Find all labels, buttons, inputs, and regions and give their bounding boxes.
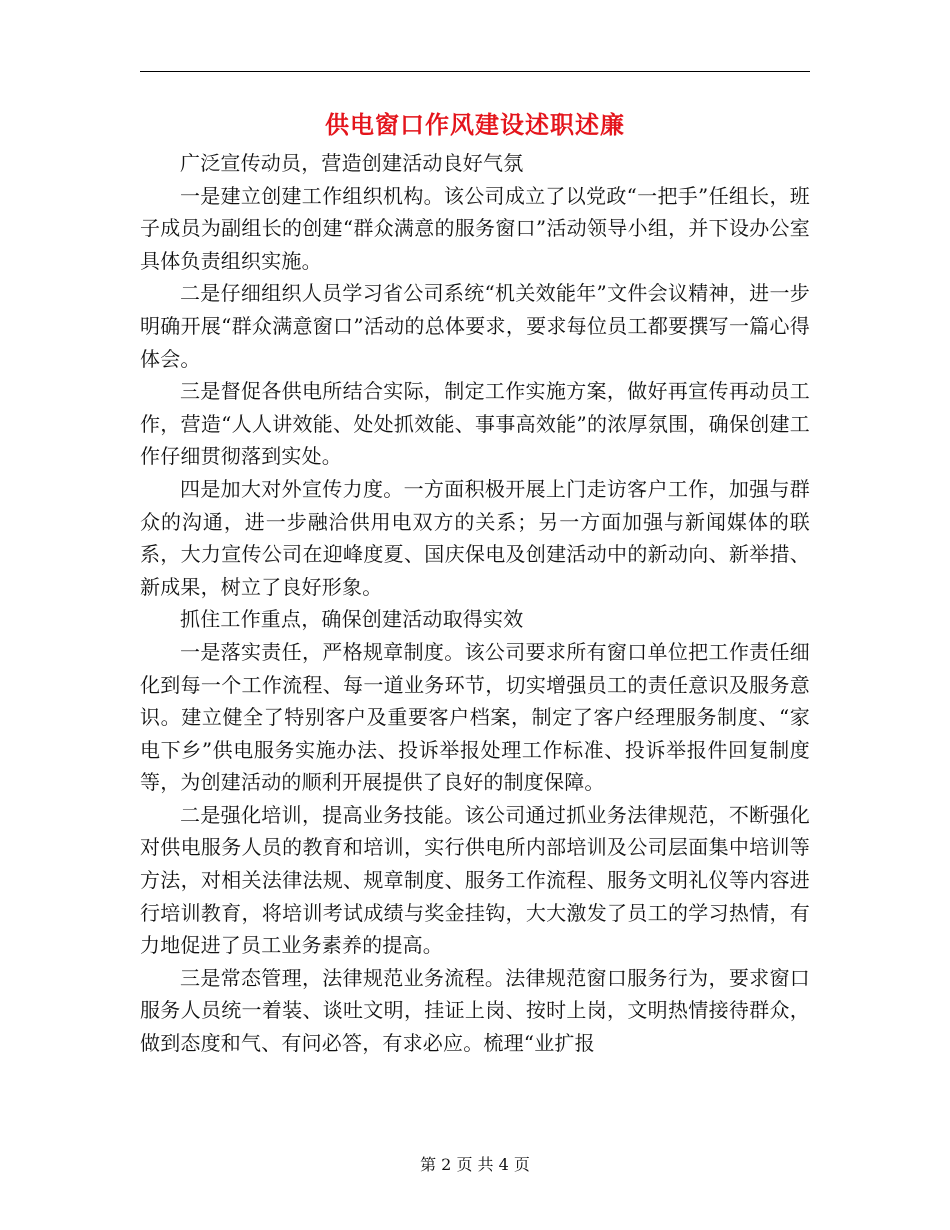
paragraph: 一是落实责任，严格规章制度。该公司要求所有窗口单位把工作责任细化到每一个工作流程、每一道业务环节，切实增强员工的责任意识及服务意识。建立健全了特别客户及重要客户档案，制定了客户经理服务制度、“家电下乡”供电服务实施办法、投诉举报处理工作标准、投诉举报件回复制度等，为创建活动的顺利开展提供了良好的制度保障。	[140, 639, 810, 795]
paragraph: 三是常态管理，法律规范业务流程。法律规范窗口服务行为，要求窗口服务人员统一着装、谈吐文明，挂证上岗、按时上岗，文明热情接待群众，做到态度和气、有问必答，有求必应。梳理“业扩报	[140, 965, 810, 1056]
paragraph: 广泛宣传动员，营造创建活动良好气氛	[180, 151, 524, 175]
paragraph: 二是强化培训，提高业务技能。该公司通过抓业务法律规范，不断强化对供电服务人员的教育和培训，实行供电所内部培训及公司层面集中培训等方法，对相关法律法规、规章制度、服务工作流程、服务文明礼仪等内容进行培训教育，将培训考试成绩与奖金挂钩，大大激发了员工的学习热情，有力地促进了员工业务素养的提高。	[140, 802, 810, 958]
paragraph: 三是督促各供电所结合实际，制定工作实施方案，做好再宣传再动员工作，营造“人人讲效能、处处抓效能、事事高效能”的浓厚氛围，确保创建工作仔细贯彻落到实处。	[140, 379, 810, 469]
paragraph: 一是建立创建工作组织机构。该公司成立了以党政“一把手”任组长，班子成员为副组长的创建“群众满意的服务窗口”活动领导小组，并下设办公室具体负责组织实施。	[140, 183, 810, 273]
page-number-footer: 第 2 页 共 4 页	[420, 1155, 530, 1174]
header-rule	[140, 71, 810, 72]
document-title: 供电窗口作风建设述职述廉	[325, 110, 625, 139]
paragraph: 抓住工作重点，确保创建活动取得实效	[180, 607, 524, 632]
paragraph: 二是仔细组织人员学习省公司系统“机关效能年”文件会议精神，进一步明确开展“群众满意窗口”活动的总体要求，要求每位员工都要撰写一篇心得体会。	[140, 281, 810, 371]
document-body	[140, 147, 810, 1060]
paragraph: 四是加大对外宣传力度。一方面积极开展上门走访客户工作，加强与群众的沟通，进一步融洽供用电双方的关系；另一方面加强与新闻媒体的联系，大力宣传公司在迎峰度夏、国庆保电及创建活动中的新动向、新举措、新成果，树立了良好形象。	[140, 476, 810, 599]
